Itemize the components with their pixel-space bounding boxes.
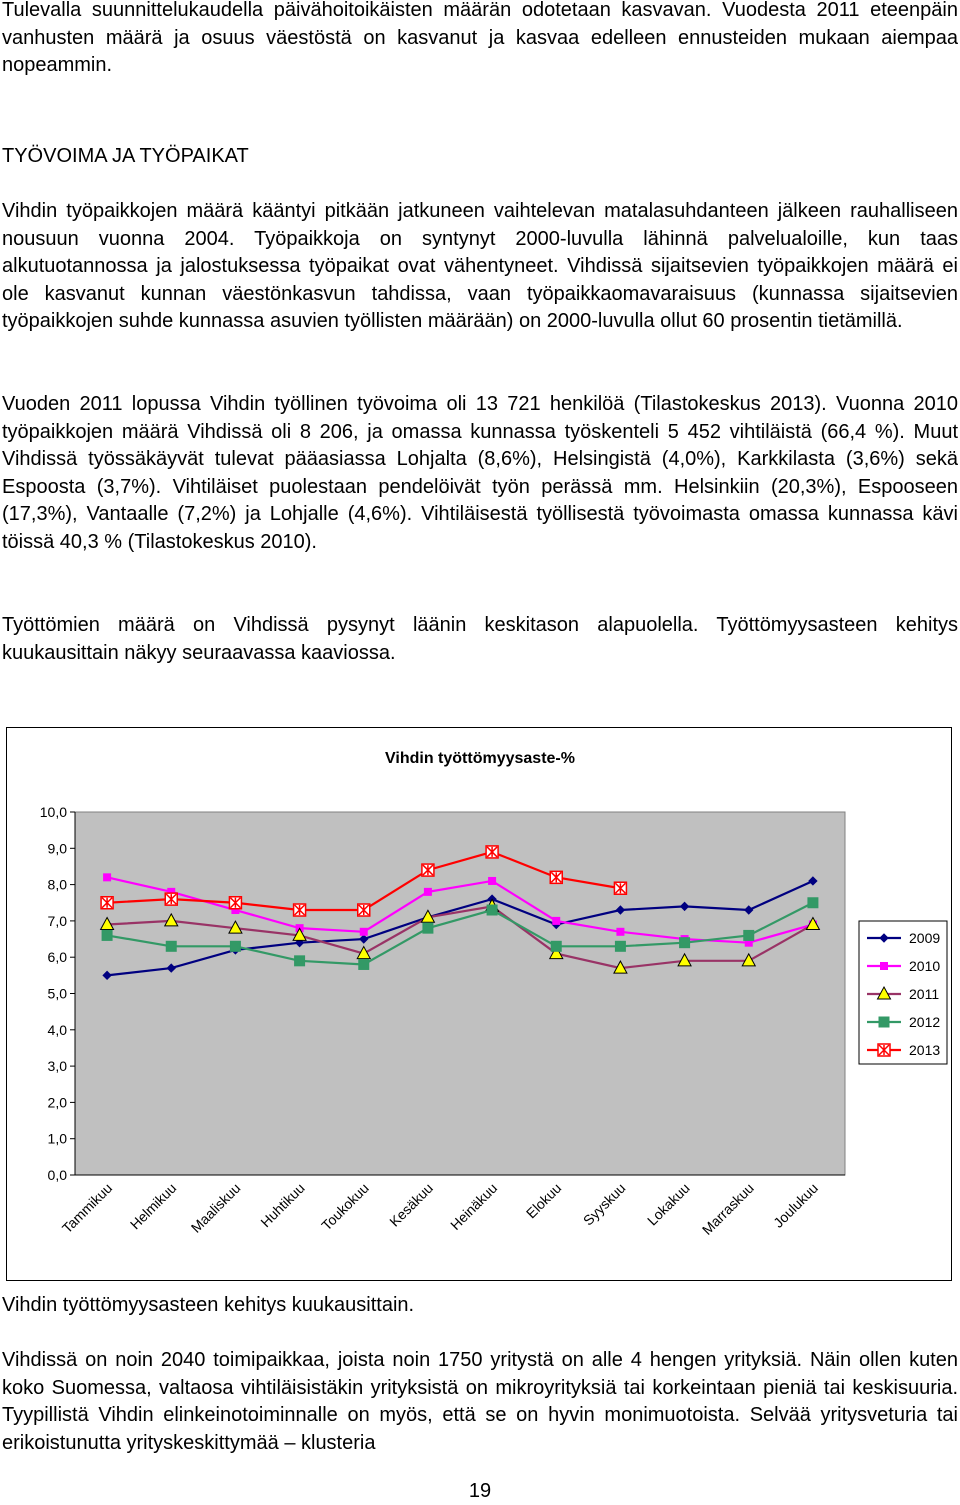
y-tick-label: 8,0 [47,876,67,893]
x-tick-label: Kesäkuu [386,1179,437,1230]
data-point [359,959,369,969]
y-tick-label: 10,0 [39,804,67,820]
data-point [553,917,560,924]
y-tick-label: 7,0 [47,912,67,929]
x-tick-label: Heinäkuu [447,1179,501,1233]
y-tick-label: 9,0 [47,840,67,857]
data-point [424,888,431,895]
workforce-paragraph: Vuoden 2011 lopussa Vihdin työllinen työvoima oli 13 721 henkilöä (Tilastokeskus 2013). Vuonna 2010 työpaikkojen määrä Vihdissä oli 8 206, ja omassa kunnassa työskenteli 5 452 vihtiläistä (66,4 %). Muut Vihdissä työssäkäyvät tulevat pääasiassa Lohjalta (8,6%), Helsingistä (4,0%), Karkkilasta (3,6%) sekä Espoosta (3,7%). Vihtiläiset puolestaan pendelöivät työn perässä mm. Helsinkiin (20,3%), Espooseen (17,3%), Vantaalle (7,2%) ja Lohjalle (4,6%). Vihtiläisestä työllisestä työvoimasta omassa kunnassa kävi töissä 40,3 % (Tilastokeskus 2010). [2,393,958,553]
chart-canvas [7,728,951,1280]
y-tick-label: 0,0 [47,1167,67,1183]
data-point [104,874,111,881]
unemployment-paragraph: Työttömien määrä on Vihdissä pysynyt läänin keskitason alapuolella. Työttömyysasteen kehitys kuukausittain näkyy seuraavassa kaaviossa. [2,614,958,664]
legend-label: 2012 [909,1014,941,1030]
unemployment-chart [6,727,952,1281]
x-tick-label: Huhtikuu [257,1179,308,1231]
chart-caption: Vihdin työttömyysasteen kehitys kuukausittain. [2,1294,415,1316]
y-tick-label: 5,0 [47,985,67,1002]
y-tick-label: 1,0 [47,1130,67,1147]
data-point [295,956,305,966]
data-point [102,930,112,940]
data-point [879,1017,889,1027]
data-point [487,905,497,915]
jobs-paragraph: Vihdin työpaikkojen määrä kääntyi pitkään jatkuneen vaihtelevan matalasuhdanteen jälkeen rauhalliseen nousuun vuonna 2004. Työpaikkoja on syntynyt 2000-luvulla lähinnä palvelualoille, kun taas alkutuotannossa ja jalostuksessa työpaikat ovat vähentyneet. Vihdissä sijaitsevien työpaikkojen määrä ei ole kasvanut kunnan väestönkasvun tahdissa, vaan työpaikkaomavaraisuus (kunnassa sijaitsevien työpaikkojen suhde kunnassa asuvien työllisten määrään) on 2000-luvulla ollut 60 prosentin tietämillä. [2,200,958,333]
data-point [808,898,818,908]
legend-label: 2010 [909,958,941,974]
x-tick-label: Syyskuu [579,1179,629,1229]
data-point [489,877,496,884]
y-tick-label: 3,0 [47,1058,67,1075]
data-point [615,941,625,951]
data-point [230,941,240,951]
x-tick-label: Toukokuu [318,1179,372,1234]
data-point [360,928,367,935]
page-number: 19 [468,1480,492,1502]
section-heading: TYÖVOIMA JA TYÖPAIKAT [2,145,249,167]
y-tick-label: 2,0 [47,1094,67,1111]
data-point [744,930,754,940]
data-point [680,938,690,948]
x-tick-label: Helmikuu [126,1179,180,1233]
legend-label: 2013 [909,1042,941,1058]
x-tick-label: Elokuu [522,1179,565,1222]
x-tick-label: Tammikuu [58,1179,116,1237]
intro-paragraph: Tulevalla suunnittelukaudella päivähoitoikäisten määrän odotetaan kasvavan. Vuodesta 2011 eteenpäin vanhusten määrä ja osuus väestöstä on kasvanut ja kasvaa edelleen ennusteiden mukaan aiempaa nopeammin. [2,0,958,77]
legend-label: 2011 [909,986,940,1002]
data-point [617,928,624,935]
data-point [423,923,433,933]
x-tick-label: Maaliskuu [187,1179,244,1236]
companies-paragraph: Vihdissä on noin 2040 toimipaikkaa, joista noin 1750 yritystä on alle 4 hengen yrityksiä. Näin ollen kuten koko Suomessa, valtaosa vihtiläisistäkin yrityksistä on mikroyrityksiä tai korkeintaan pieniä tai keskisuuria. Tyypillistä Vihdin elinkeinotoiminnalle on myös, että se on hyvin monimuotoista. Selvää yritysveturia tai erikoistunutta yrityskeskittymää – klusteria [2,1349,958,1454]
plot-area [75,812,845,1175]
x-tick-label: Marraskuu [698,1179,757,1238]
chart-title: Vihdin työttömyysaste-% [385,750,575,767]
data-point [881,963,888,970]
legend-label: 2009 [909,930,941,946]
x-tick-label: Joulukuu [770,1179,822,1231]
data-point [166,941,176,951]
data-point [551,941,561,951]
y-tick-label: 6,0 [47,949,67,966]
x-tick-label: Lokakuu [643,1179,693,1229]
y-tick-label: 4,0 [47,1021,67,1038]
